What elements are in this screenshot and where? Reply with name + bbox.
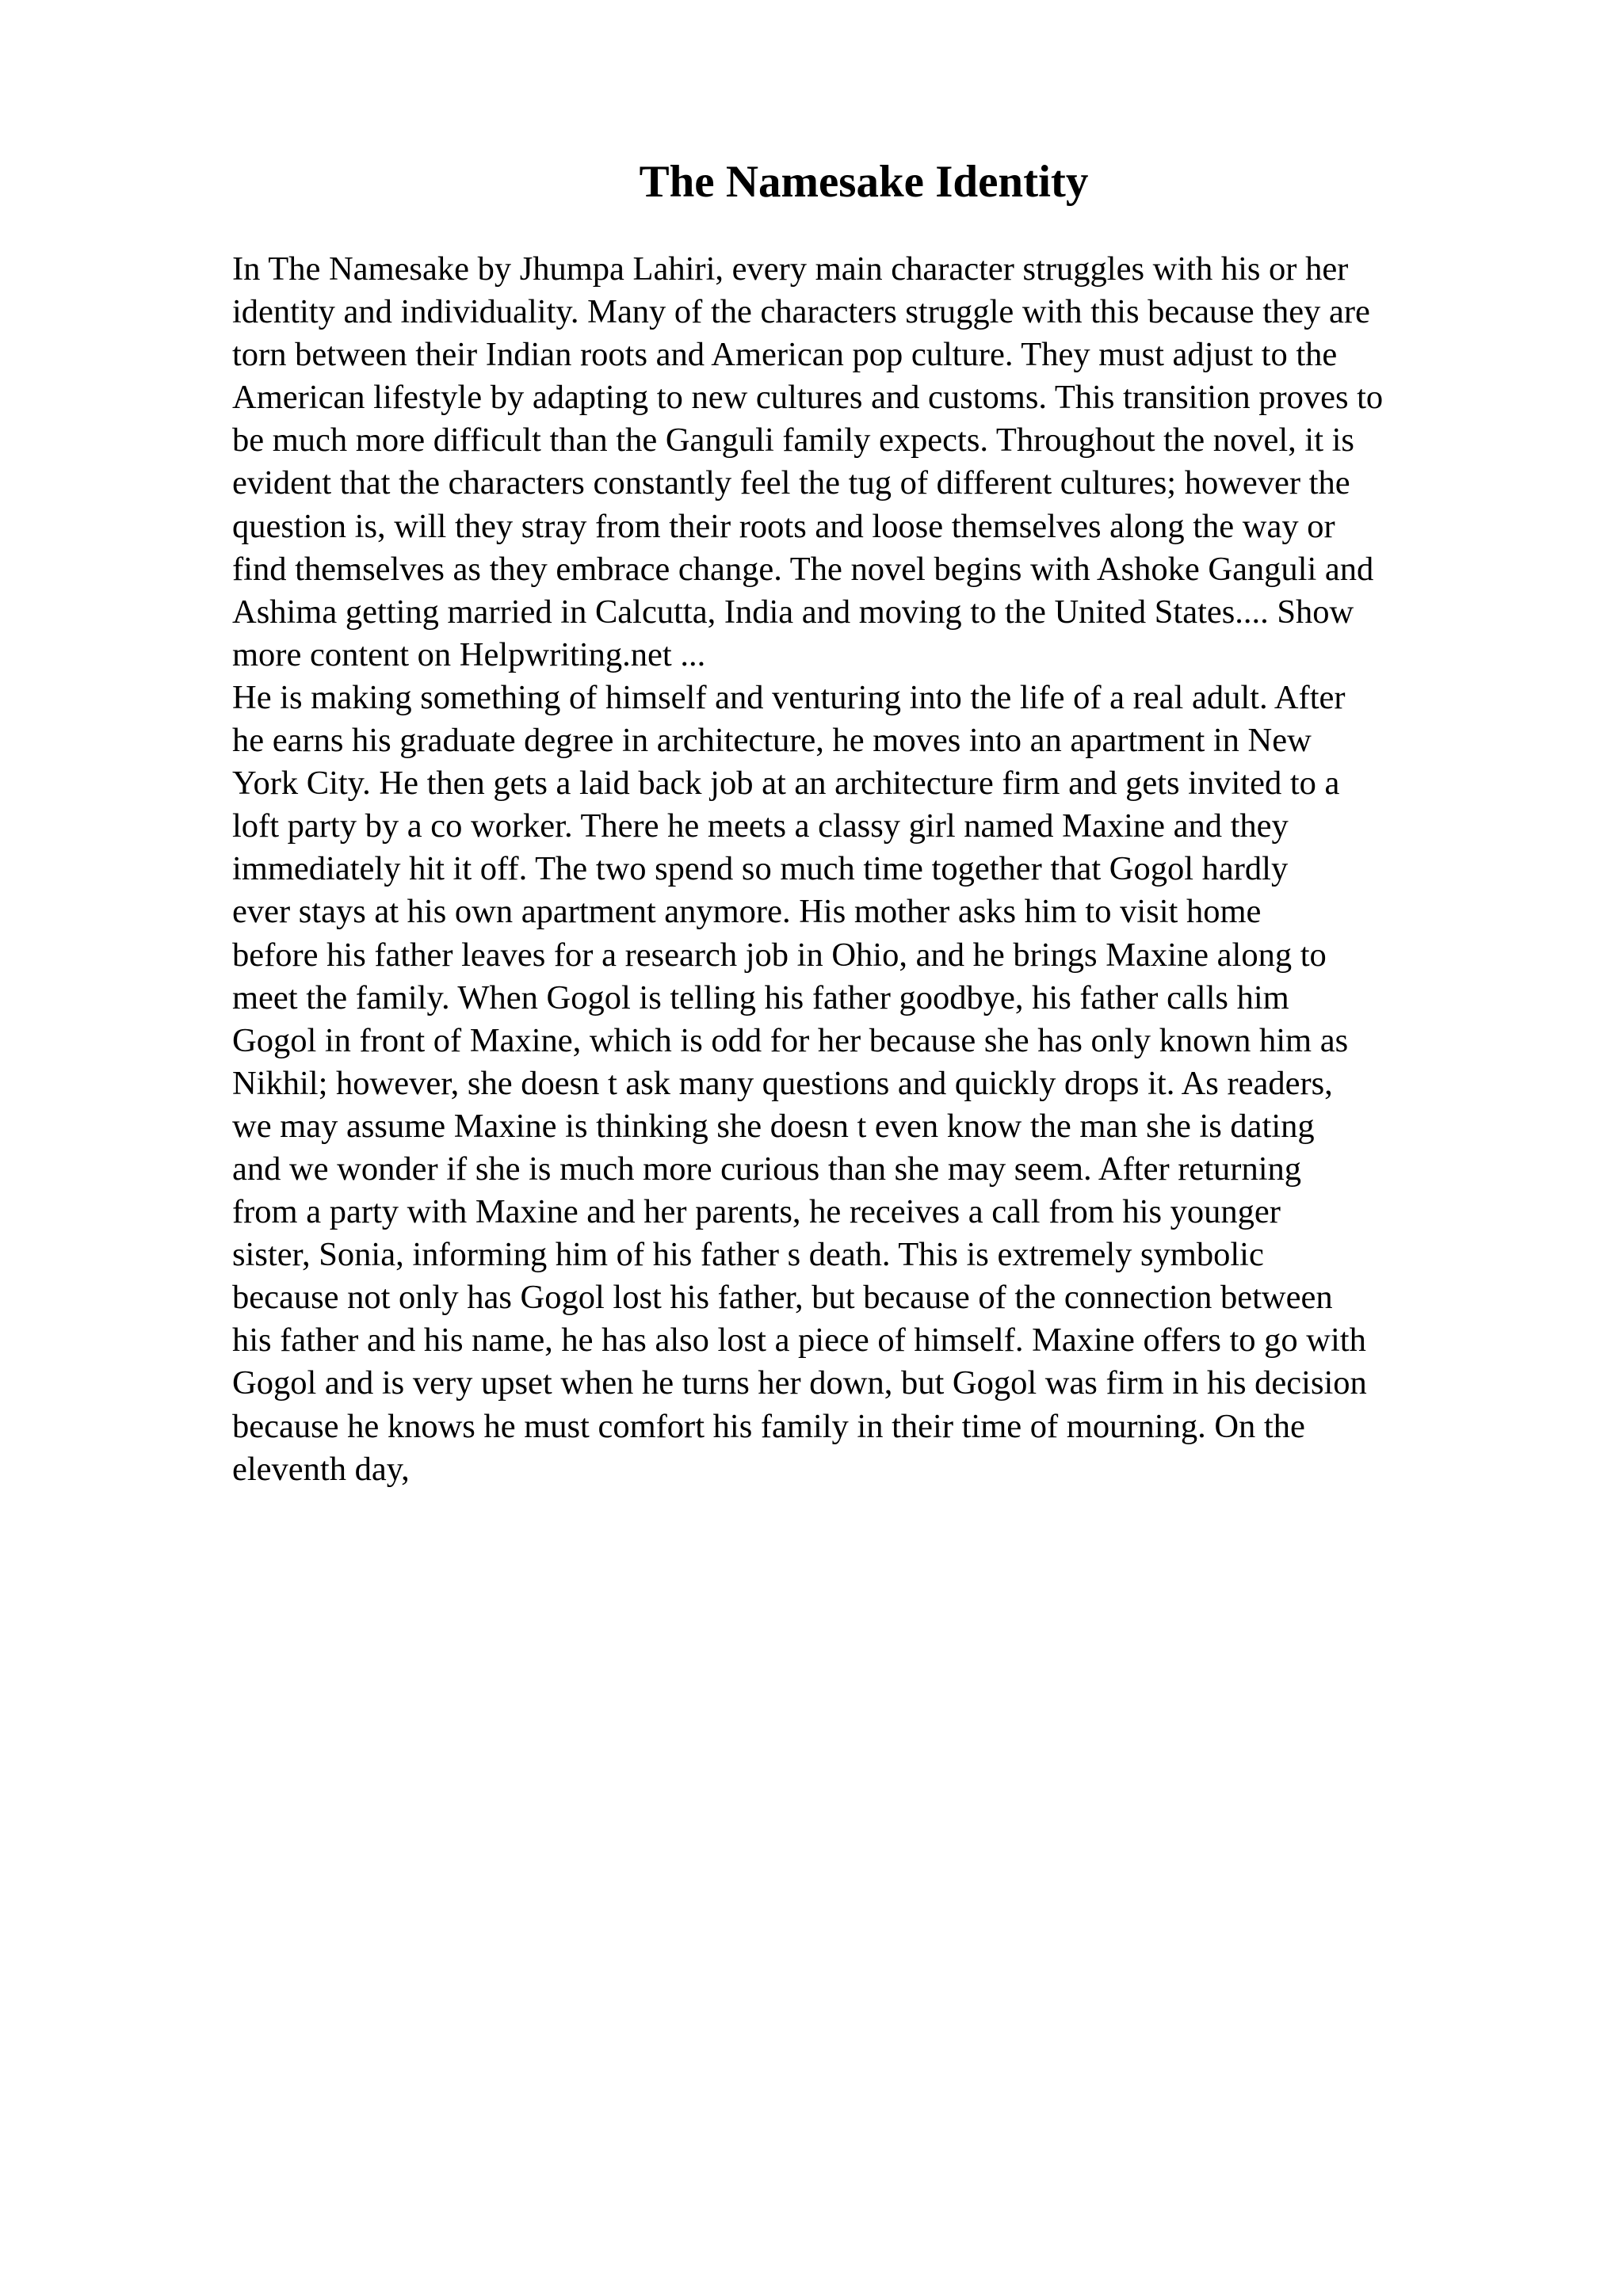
text-line: because he knows he must comfort his family in their time of mourning. On the <box>232 1407 1305 1445</box>
text-line: sister, Sonia, informing him of his father s death. This is extremely symbolic <box>232 1236 1264 1274</box>
text-line: eleventh day, <box>232 1450 410 1488</box>
text-line: York City. He then gets a laid back job at an architecture firm and gets invited to a <box>232 765 1340 803</box>
text-line: more content on Helpwriting.net ... <box>232 635 706 673</box>
text-line: torn between their Indian roots and American pop culture. They must adjust to the <box>232 336 1338 374</box>
document-title: The Namesake Identity <box>639 157 1089 207</box>
document-body <box>232 248 1548 1491</box>
text-line: loft party by a co worker. There he meets a classy girl named Maxine and they <box>232 807 1289 845</box>
text-line: before his father leaves for a research job in Ohio, and he brings Maxine along to <box>232 936 1327 974</box>
text-line: evident that the characters constantly feel the tug of different cultures; however the <box>232 464 1350 502</box>
text-line: because not only has Gogol lost his father, but because of the connection between <box>232 1279 1333 1317</box>
text-line: be much more difficult than the Ganguli family expects. Throughout the novel, it is <box>232 421 1354 460</box>
text-line: we may assume Maxine is thinking she doesn t even know the man she is dating <box>232 1107 1315 1145</box>
text-line: question is, will they stray from their roots and loose themselves along the way or <box>232 507 1335 545</box>
text-line: Gogol and is very upset when he turns her down, but Gogol was firm in his decision <box>232 1364 1367 1402</box>
text-line: He is making something of himself and venturing into the life of a real adult. After <box>232 678 1346 716</box>
text-line: meet the family. When Gogol is telling his father goodbye, his father calls him <box>232 978 1289 1016</box>
text-line: identity and individuality. Many of the characters struggle with this because they are <box>232 293 1370 331</box>
text-line: Ashima getting married in Calcutta, India and moving to the United States.... Show <box>232 593 1354 631</box>
text-line: and we wonder if she is much more curious than she may seem. After returning <box>232 1150 1302 1188</box>
text-line: In The Namesake by Jhumpa Lahiri, every main character struggles with his or her <box>232 250 1349 288</box>
text-line: he earns his graduate degree in architecture, he moves into an apartment in New <box>232 722 1312 760</box>
text-line: from a party with Maxine and her parents, he receives a call from his younger <box>232 1193 1281 1231</box>
text-line: Nikhil; however, she doesn t ask many questions and quickly drops it. As readers, <box>232 1064 1333 1102</box>
text-line: Gogol in front of Maxine, which is odd for her because she has only known him as <box>232 1021 1349 1059</box>
text-line: American lifestyle by adapting to new cultures and customs. This transition proves to <box>232 379 1384 417</box>
text-line: find themselves as they embrace change. The novel begins with Ashoke Ganguli and <box>232 550 1374 588</box>
text-line: ever stays at his own apartment anymore. His mother asks him to visit home <box>232 893 1262 931</box>
text-line: immediately hit it off. The two spend so much time together that Gogol hardly <box>232 850 1289 888</box>
text-line: his father and his name, he has also lost a piece of himself. Maxine offers to go with <box>232 1322 1366 1360</box>
